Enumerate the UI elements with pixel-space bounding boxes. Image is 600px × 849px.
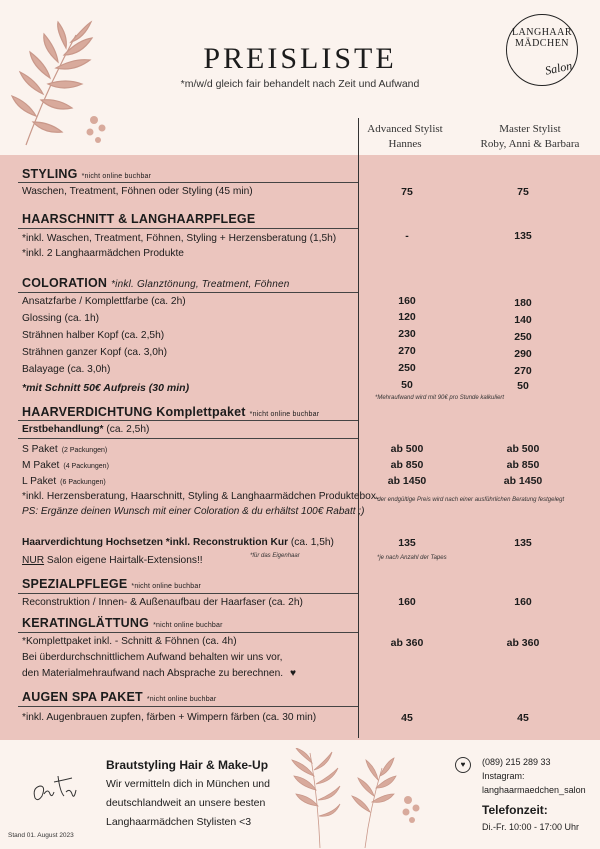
phone-number[interactable]: (089) 215 289 33	[482, 757, 551, 767]
divider	[18, 593, 358, 594]
section-haarverdichtung: HAARVERDICHTUNG Komplettpaket *nicht online buchbar	[22, 405, 320, 419]
haarverdichtung-inkl: *inkl. Herzensberatung, Haarschnitt, Styling & Langhaarmädchen Produktebox.	[22, 491, 379, 502]
keratin-price-advanced: ab 360	[390, 637, 424, 649]
telefonzeit-hours: Di.-Fr. 10:00 - 17:00 Uhr	[482, 822, 580, 832]
page-title: PREISLISTE	[203, 42, 397, 75]
paket-row: M Paket (4 Packungen)	[22, 460, 109, 471]
divider	[18, 228, 358, 229]
col2-line1: Master Stylist	[499, 123, 561, 135]
coloration-price-advanced: 230	[398, 328, 416, 340]
heart-icon: ♥	[289, 668, 296, 679]
tapes-note: *je nach Anzahl der Tapes	[377, 555, 447, 561]
coloration-price-advanced: 250	[398, 362, 416, 374]
brautstyling-title: Brautstyling Hair & Make-Up	[106, 758, 269, 772]
leaf-decoration-icon	[290, 748, 430, 848]
divider	[18, 182, 358, 183]
coloration-row: Glossing (ca. 1h)	[22, 313, 100, 324]
keratin-row1: *Komplettpaket inkl. - Schnitt & Föhnen (ca. 4h)	[22, 636, 237, 647]
paket-price-master: ab 1450	[503, 475, 543, 487]
keratin-note: *nicht online buchbar	[153, 622, 223, 629]
haarschnitt-price-advanced: -	[405, 230, 409, 242]
logo-line2: MÄDCHEN	[514, 38, 570, 49]
footer-line1: Wir vermitteln dich in München und	[106, 778, 270, 790]
haarschnitt-price-master: 135	[514, 230, 532, 242]
augen-row: *inkl. Augenbrauen zupfen, färben + Wimpern färben (ca. 30 min)	[22, 712, 317, 723]
section-augen: AUGEN SPA PAKET *nicht online buchbar	[22, 690, 217, 704]
page-subtitle: *m/w/d gleich fair behandelt nach Zeit und Aufwand	[180, 78, 420, 90]
instagram-label: Instagram:	[482, 771, 525, 781]
column-divider	[358, 118, 359, 738]
coloration-price-master: 50	[517, 380, 529, 392]
keratin-price-master: ab 360	[506, 637, 540, 649]
divider	[18, 420, 358, 421]
augen-price-advanced: 45	[401, 712, 413, 724]
coloration-price-master: 140	[514, 314, 532, 326]
coloration-price-master: 180	[514, 297, 532, 309]
spezialpflege-price-advanced: 160	[398, 596, 416, 608]
spezialpflege-price-master: 160	[514, 596, 532, 608]
nur-salon-row: NUR Salon eigene Hairtalk-Extensions!!	[22, 555, 203, 566]
divider	[18, 438, 358, 439]
styling-row: Waschen, Treatment, Föhnen oder Styling (45 min)	[22, 186, 253, 197]
styling-price-master: 75	[517, 186, 529, 198]
paket-price-master: ab 850	[506, 459, 540, 471]
paket-price-advanced: ab 500	[390, 443, 424, 455]
styling-note: *nicht online buchbar	[81, 173, 152, 180]
signature-icon	[30, 770, 80, 810]
logo-line3: Salon	[543, 58, 574, 78]
divider	[18, 292, 358, 293]
column-header-master	[455, 122, 600, 152]
logo-line1: LANGHAAR	[511, 27, 573, 38]
stand-date: Stand 01. August 2023	[8, 832, 74, 839]
paket-price-advanced: ab 850	[390, 459, 424, 471]
mehraufwand-note: *Mehraufwand wird mit 90€ pro Stunde kalkuliert	[375, 395, 505, 401]
coloration-price-master: 250	[514, 331, 532, 343]
coloration-note: *inkl. Glanztönung, Treatment, Föhnen	[111, 279, 290, 290]
coloration-row: Strähnen halber Kopf (ca. 2,5h)	[22, 330, 165, 341]
paket-price-master: ab 500	[506, 443, 540, 455]
section-styling: STYLING *nicht online buchbar	[22, 167, 152, 181]
augen-note: *nicht online buchbar	[146, 696, 217, 703]
salon-logo	[506, 14, 578, 86]
coloration-price-master: 290	[514, 348, 532, 360]
instagram-handle[interactable]: langhaarmaedchen_salon	[482, 785, 586, 795]
ps-note: PS: Ergänze deinen Wunsch mit einer Coloration & du erhältst 100€ Rabatt ;)	[22, 506, 365, 517]
col2-line2: Roby, Anni & Barbara	[480, 138, 580, 150]
augen-price-master: 45	[517, 712, 529, 724]
coloration-price-master: 270	[514, 365, 532, 377]
hochsetzen-price-master: 135	[514, 537, 532, 549]
spezialpflege-note: *nicht online buchbar	[131, 583, 201, 590]
col1-line1: Advanced Stylist	[367, 123, 443, 135]
coloration-price-advanced: 120	[398, 311, 416, 323]
paket-price-advanced: ab 1450	[387, 475, 427, 487]
coloration-price-advanced: 270	[398, 345, 416, 357]
keratin-row2: Bei überdurchschnittlichem Aufwand behalten wir uns vor,	[22, 652, 283, 663]
final-price-note: *der endgültige Preis wird nach einer ausführlichen Beratung festgelegt	[375, 497, 565, 503]
divider	[18, 706, 358, 707]
telefonzeit-title: Telefonzeit:	[482, 803, 548, 817]
coloration-row: Balayage (ca. 3,0h)	[22, 364, 111, 375]
erstbehandlung-row: Erstbehandlung* (ca. 2,5h)	[22, 424, 150, 435]
haarschnitt-row2: *inkl. 2 Langhaarmädchen Produkte	[22, 248, 184, 259]
coloration-price-advanced: 50	[401, 379, 413, 391]
coloration-price-advanced: 160	[398, 295, 416, 307]
paket-row: S Paket (2 Packungen)	[22, 444, 108, 455]
coloration-schnitt-row: *mit Schnitt 50€ Aufpreis (30 min)	[22, 382, 190, 394]
haarverdichtung-note: *nicht online buchbar	[249, 411, 320, 418]
footer-line3: Langhaarmädchen Stylisten <3	[106, 816, 252, 828]
coloration-row: Strähnen ganzer Kopf (ca. 3,0h)	[22, 347, 167, 358]
keratin-row3: den Materialmehraufwand nach Absprache zu berechnen. ♥	[22, 668, 296, 679]
spezialpflege-row: Reconstruktion / Innen- & Außenaufbau der Haarfaser (ca. 2h)	[22, 597, 303, 608]
contact-heart-icon: ♥	[455, 757, 471, 773]
coloration-row: Ansatzfarbe / Komplettfarbe (ca. 2h)	[22, 296, 186, 307]
divider	[18, 632, 358, 633]
hochsetzen-row: Haarverdichtung Hochsetzen *inkl. Reconstruktion Kur (ca. 1,5h)	[22, 537, 334, 548]
styling-price-advanced: 75	[401, 186, 413, 198]
eigenhaar-note: *für das Eigenhaar	[250, 553, 300, 559]
section-haarschnitt: HAARSCHNITT & LANGHAARPFLEGE	[22, 212, 256, 226]
paket-row: L Paket (6 Packungen)	[22, 476, 106, 487]
section-keratin: KERATINGLÄTTUNG *nicht online buchbar	[22, 616, 223, 630]
col1-line2: Hannes	[388, 138, 422, 150]
section-spezialpflege: SPEZIALPFLEGE *nicht online buchbar	[22, 577, 201, 591]
section-coloration: COLORATION *inkl. Glanztönung, Treatment, Föhnen	[22, 276, 290, 290]
hochsetzen-price-advanced: 135	[398, 537, 416, 549]
footer-line2: deutschlandweit an unsere besten	[106, 797, 266, 809]
haarschnitt-row1: *inkl. Waschen, Treatment, Föhnen, Styling + Herzensberatung (1,5h)	[22, 233, 337, 244]
